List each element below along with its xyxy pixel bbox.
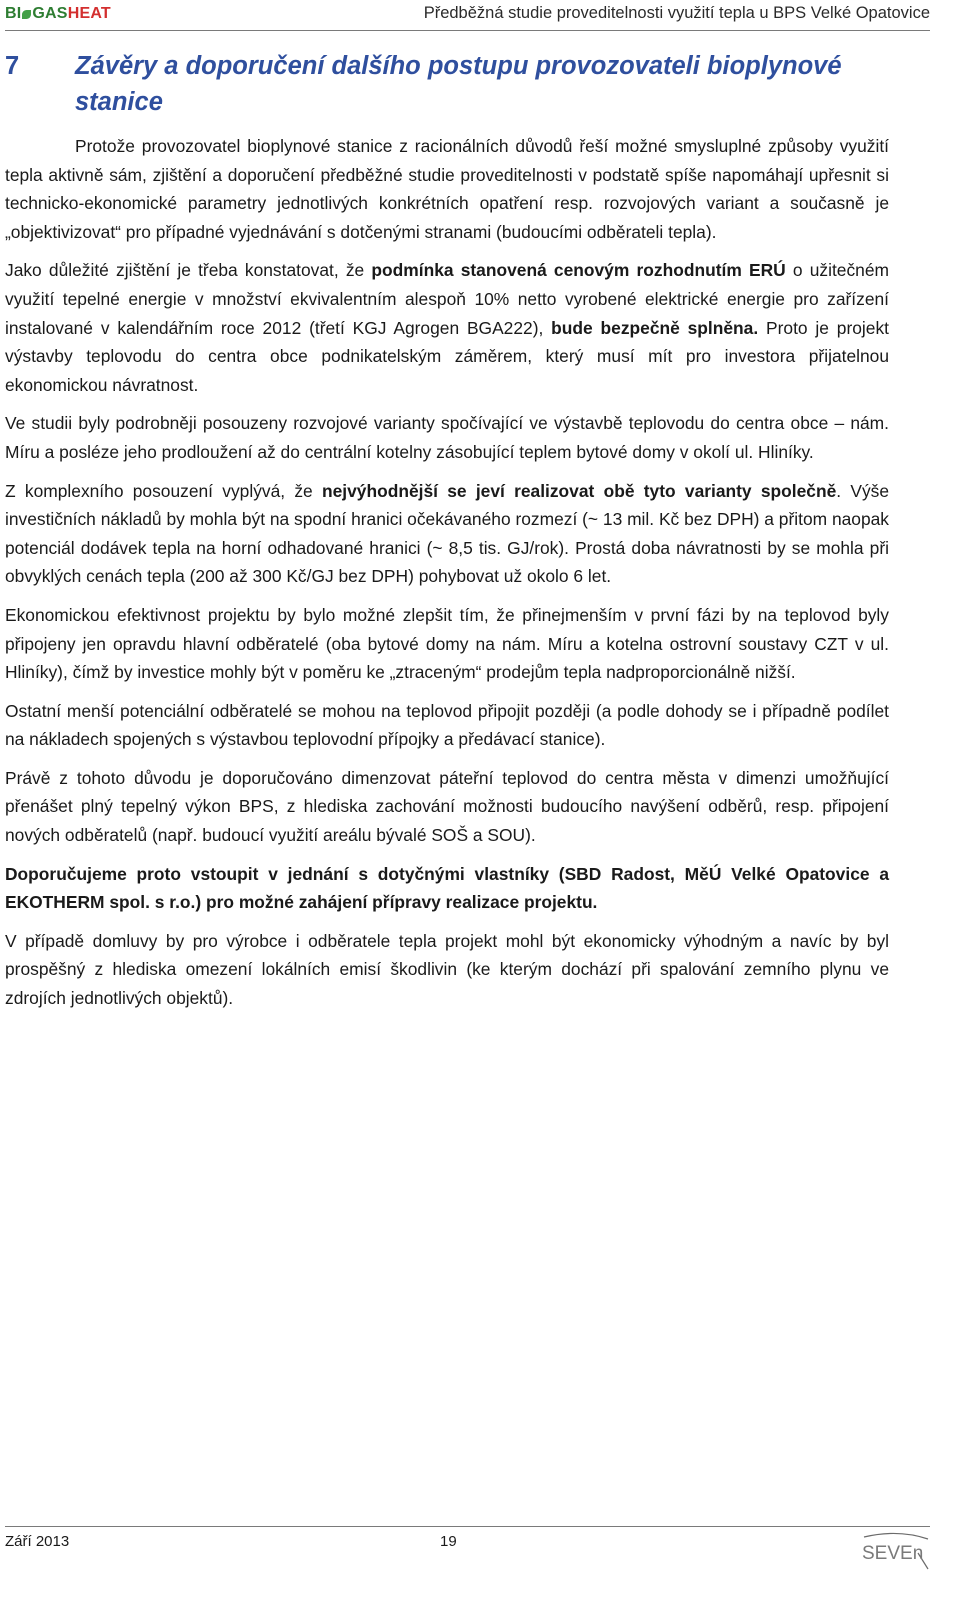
page-footer <box>5 1526 930 1577</box>
body-paragraph <box>5 477 889 591</box>
paragraph-text: Z komplexního posouzení vyplývá, že <box>5 480 322 501</box>
body-paragraph <box>5 927 889 1013</box>
chapter-heading <box>5 48 905 120</box>
logo-bio-text: BI <box>5 5 22 22</box>
paragraph-text: . Výše investičních nákladů by mohla být na spodní hranici očekávaného rozmezí (~ 13 mil. Kč bez DPH) a přitom naopak potenciál dodávek tepla na horní odhadované hranici (~ 8,5 tis. GJ/rok). Prostá doba návratnosti by se mohla při obvyklých cenách tepla (200 až 300 Kč/GJ bez DPH) pohybovat už okolo 6 let. <box>5 480 890 587</box>
body-paragraph <box>5 601 889 687</box>
bold-text: podmínka stanovená cenovým rozhodnutím ERÚ <box>371 260 786 281</box>
logo-heat-text: HEAT <box>67 5 111 22</box>
paragraph-text: o užitečném využití tepelné energie v množství ekvivalentním alespoň 10% netto vyrobené elektrické energie pro zařízení instalované v kalendářním roce 2012 (třetí KGJ Agrogen BGA222), <box>5 260 889 338</box>
paragraph-text: Proto je projekt výstavby teplovodu do centra obce podnikatelským záměrem, který musí mít pro investora přijatelnou ekonomickou návratnost. <box>5 317 889 395</box>
paragraph-text: Protože provozovatel bioplynové stanice z racionálních důvodů řeší možné smysluplné způsoby využití tepla aktivně sám, zjištění a doporučení předběžné studie proveditelnosti v podstatě spíše napomáhají upřesnit si technicko-ekonomické parametry jednotlivých konkrétních opatření resp. rozvojových variant a současně je „objektivizovat“ pro případné vyjednávání s dotčenými stranami (budoucími odběrateli tepla). <box>5 136 889 242</box>
body-paragraph <box>5 256 889 399</box>
leaf-icon <box>22 10 31 19</box>
bold-text: nejvýhodnější se jeví realizovat obě tyto varianty společně <box>321 480 837 501</box>
paragraph-text: V případě domluvy by pro výrobce i odběratele tepla projekt mohl být ekonomicky výhodným a navíc by byl prospěšný z hlediska omezení lokálních emisí škodlivin (ke kterým dochází při spalování zemního plynu ve zdrojích jednotlivých objektů). <box>5 930 889 1009</box>
paragraph-text: Ostatní menší potenciální odběratelé se mohou na teplovod připojit později (a podle dohody se i případně podílet na nákladech spojených s výstavbou teplovodní přípojky a předávací stanice). <box>5 700 889 750</box>
paragraph-text: Ve studii byly podrobněji posouzeny rozvojové varianty spočívající ve výstavbě teplovodu do centra obce – nám. Míru a posléze jeho prodloužení až do centrální kotelny zásobující teplem bytové domy v okolí ul. Hliníky. <box>5 413 889 462</box>
footer-date: Září 2013 <box>5 1533 70 1550</box>
paragraph-text: Ekonomickou efektivnost projektu by bylo možné zlepšit tím, že přinejmenším v první fázi by na teplovod byly připojeny jen opravdu hlavní odběratelé (oba bytové domy na nám. Míru a kotelna ostrovní soustavy CZT v ul. Hliníky), čímž by investice mohly být v poměru ke „ztraceným“ prodejům tepla nadproporcionálně nižší. <box>5 604 889 683</box>
body-paragraph <box>5 132 889 246</box>
body-text <box>5 132 889 1023</box>
page-number: 19 <box>440 1533 457 1550</box>
body-paragraph <box>5 697 889 754</box>
seven-logo-text: SEVEn <box>862 1543 924 1564</box>
biogasheat-logo <box>5 5 111 23</box>
body-paragraph <box>5 409 889 466</box>
paragraph-text: Právě z tohoto důvodu je doporučováno dimenzovat páteřní teplovod do centra města v dimenzi umožňující přenášet plný tepelný výkon BPS, z hlediska zachování možnosti budoucího navýšení odběrů, resp. připojení nových odběratelů (např. budoucí využití areálu bývalé SOŠ a SOU). <box>5 767 889 846</box>
body-paragraph <box>5 860 889 917</box>
bold-text: bude bezpečně splněna. <box>551 317 759 338</box>
body-paragraph <box>5 764 889 850</box>
page-header <box>5 0 930 31</box>
seven-logo <box>858 1531 930 1571</box>
chapter-number: 7 <box>5 52 20 80</box>
paragraph-text: Jako důležité zjištění je třeba konstatovat, že <box>5 260 372 281</box>
header-title: Předběžná studie proveditelnosti využití tepla u BPS Velké Opatovice <box>423 4 930 22</box>
bold-text: Doporučujeme proto vstoupit v jednání s dotyčnými vlastníky (SBD Radost, MěÚ Velké Opatovice a EKOTHERM spol. s r.o.) pro možné zahájení přípravy realizace projektu. <box>5 863 889 913</box>
chapter-title: Závěry a doporučení dalšího postupu provozovateli bioplynové stanice <box>75 52 842 116</box>
logo-gas-text: GAS <box>32 5 68 22</box>
